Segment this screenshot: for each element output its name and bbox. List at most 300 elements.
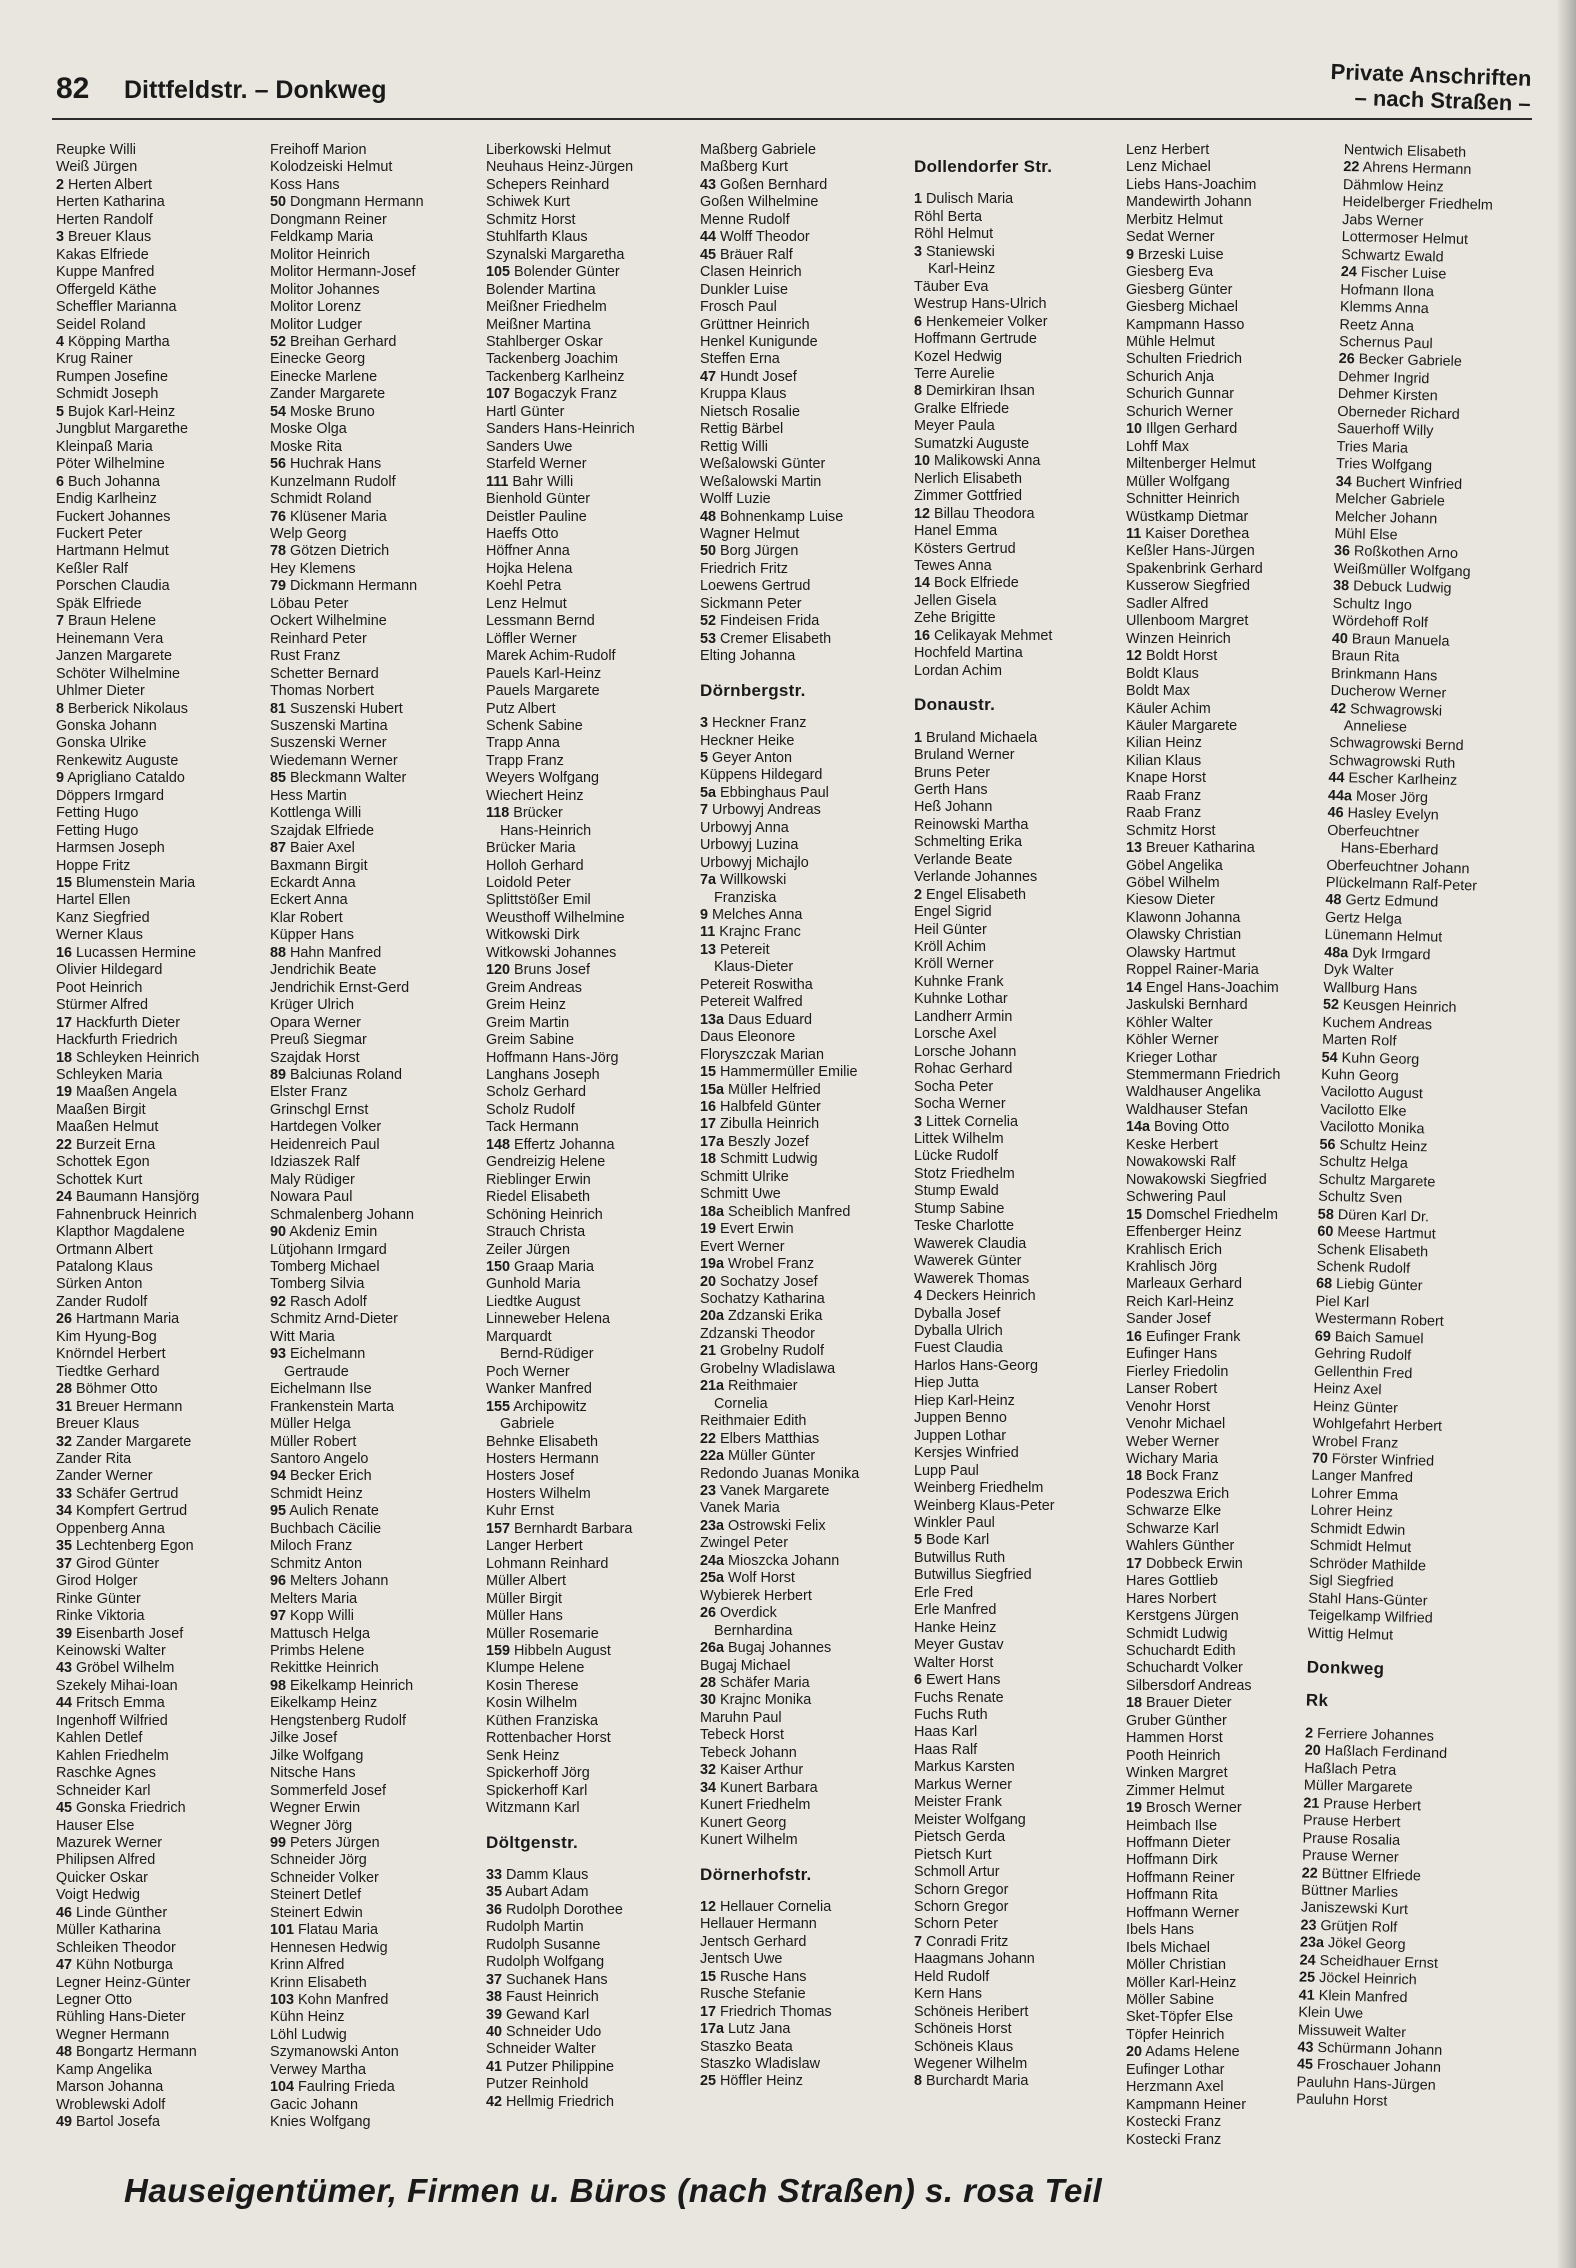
- resident-name: Linneweber Helena: [486, 1311, 611, 1328]
- directory-entry: [914, 1934, 1126, 1951]
- resident-name: Clasen Heinrich: [700, 264, 802, 281]
- resident-name: Hellmig Friedrich: [506, 2093, 614, 2110]
- resident-name: Baumann Hansjörg: [76, 1189, 200, 1206]
- resident-name: Buchert Winfried: [1355, 473, 1463, 493]
- resident-name: Schuchardt Volker: [1126, 1660, 1243, 1677]
- resident-name: Lohff Max: [1126, 438, 1189, 455]
- house-number: 37: [486, 1971, 503, 1988]
- directory-entry: [486, 282, 698, 299]
- directory-entry: [1126, 1434, 1338, 1451]
- resident-name: Westrup Hans-Ulrich: [914, 296, 1047, 313]
- resident-name: Faust Heinrich: [506, 1989, 599, 2006]
- resident-name: Demirkiran Ihsan: [926, 383, 1035, 400]
- directory-entry: [270, 474, 482, 491]
- section-title-line1: Private Anschriften: [1330, 58, 1532, 91]
- resident-name: Kampmann Heiner: [1126, 2096, 1246, 2113]
- directory-entry: [700, 1623, 912, 1640]
- directory-entry: [914, 1882, 1126, 1899]
- directory-entry: [1126, 439, 1338, 456]
- resident-name: Schmidt Heinz: [270, 1485, 363, 1502]
- directory-entry: [56, 1887, 268, 1904]
- directory-entry: [270, 2027, 482, 2044]
- resident-name: Maaßen Birgit: [56, 1101, 146, 1118]
- resident-name: Wegener Wilhelm: [914, 2056, 1028, 2073]
- directory-entry: [1126, 1311, 1338, 1328]
- house-number: 7: [56, 613, 65, 630]
- resident-name: Reinowski Martha: [914, 816, 1029, 833]
- directory-entry: [56, 1067, 268, 1084]
- directory-entry: [270, 2097, 482, 2114]
- directory-entry: [1126, 980, 1338, 997]
- house-number: 24a: [700, 1552, 725, 1569]
- directory-entry: [914, 401, 1126, 418]
- directory-entry: [270, 1922, 482, 1939]
- resident-name: Billau Theodora: [934, 505, 1035, 522]
- directory-entry: [270, 1294, 482, 1311]
- directory-entry: [700, 264, 912, 281]
- directory-entry: [270, 421, 482, 438]
- resident-name: Tebeck Johann: [700, 1744, 797, 1761]
- resident-name: Witkowski Dirk: [486, 927, 580, 944]
- resident-name: Melters Maria: [270, 1590, 358, 1607]
- directory-entry: [700, 1745, 912, 1762]
- directory-entry: [486, 1573, 698, 1590]
- directory-entry: [270, 1503, 482, 1520]
- house-number: 18: [56, 1049, 73, 1066]
- directory-entry: [700, 767, 912, 784]
- house-number: 7: [700, 802, 709, 819]
- directory-entry: [1126, 1626, 1338, 1643]
- directory-entry: [914, 730, 1126, 747]
- resident-name: Butwillus Ruth: [914, 1549, 1006, 1566]
- directory-entry: [700, 1986, 912, 2003]
- resident-name: Krieger Lothar: [1126, 1049, 1218, 1066]
- directory-entry: [56, 194, 268, 211]
- directory-entry: [914, 939, 1126, 956]
- resident-name: Werner Klaus: [56, 927, 143, 944]
- resident-name: Janzen Margarete: [56, 648, 172, 665]
- resident-name: Engel Hans-Joachim: [1146, 979, 1279, 996]
- directory-entry: [56, 1294, 268, 1311]
- resident-name: Schneider Karl: [56, 1782, 151, 1799]
- house-number: 47: [56, 1957, 73, 1974]
- resident-name: Bleckmann Walter: [290, 770, 407, 787]
- resident-name: Fetting Hugo: [56, 822, 139, 839]
- directory-entry: [700, 474, 912, 491]
- house-number: 23: [700, 1482, 717, 1499]
- resident-name: Kusserow Siegfried: [1126, 578, 1250, 595]
- resident-name: Dickmann Hermann: [290, 578, 418, 595]
- directory-entry: [486, 962, 698, 979]
- resident-name: Schenk Sabine: [486, 717, 583, 734]
- resident-name: Löhl Ludwig: [270, 2026, 347, 2043]
- street-heading: Dollendorfer Str.: [914, 157, 1053, 176]
- house-number: 37: [56, 1555, 73, 1572]
- resident-name: Wördehoff Rolf: [1332, 613, 1429, 632]
- resident-name: Kahlen Friedhelm: [56, 1747, 169, 1764]
- resident-name: Zander Rita: [56, 1450, 132, 1467]
- resident-name: Raab Franz: [1126, 805, 1202, 822]
- house-number: 15a: [700, 1081, 725, 1098]
- directory-entry: [700, 1291, 912, 1308]
- directory-entry: [914, 1916, 1126, 1933]
- resident-name: Hoffmann Werner: [1126, 1904, 1240, 1921]
- directory-entry: [486, 317, 698, 334]
- page-edge-shadow: [1556, 0, 1576, 2268]
- house-number: 15: [700, 1064, 717, 1081]
- directory-entry: [700, 247, 912, 264]
- directory-entry: [56, 247, 268, 264]
- resident-name: Schmidt Helmut: [1309, 1537, 1412, 1557]
- resident-name: Lütjohann Irmgard: [270, 1241, 387, 1258]
- resident-name: Quicker Oskar: [56, 1869, 148, 1886]
- resident-name: Kunzelmann Rudolf: [270, 473, 396, 490]
- directory-entry: [270, 1154, 482, 1171]
- resident-name: Zander Werner: [56, 1468, 153, 1485]
- resident-name: Jilke Josef: [270, 1730, 338, 1747]
- resident-name: Langer Manfred: [1311, 1468, 1414, 1487]
- directory-entry: [56, 875, 268, 892]
- resident-name: Döppers Irmgard: [56, 787, 164, 804]
- resident-name: Rumpen Josefine: [56, 368, 168, 385]
- directory-entry: [914, 1428, 1126, 1445]
- resident-name: Greim Heinz: [486, 997, 566, 1014]
- directory-entry: [270, 945, 482, 962]
- resident-name: Boldt Horst: [1146, 648, 1218, 665]
- directory-entry: [486, 892, 698, 909]
- house-number: 2: [914, 886, 923, 903]
- resident-name: Lorsche Axel: [914, 1026, 997, 1043]
- directory-entry: [270, 1591, 482, 1608]
- house-number: 111: [486, 473, 509, 490]
- house-number: 39: [56, 1625, 73, 1642]
- directory-entry: [486, 1730, 698, 1747]
- resident-name: Zander Margarete: [76, 1433, 192, 1450]
- directory-entry: [1126, 1399, 1338, 1416]
- resident-name: Schöneis Horst: [914, 2021, 1012, 2038]
- directory-entry: [270, 1538, 482, 1555]
- resident-name: Kopp Willi: [290, 1608, 354, 1625]
- resident-name: Reithmaier Edith: [700, 1413, 807, 1430]
- house-number: 43: [700, 176, 717, 193]
- resident-name: Ewert Hans: [926, 1672, 1001, 1689]
- directory-entry: [270, 1311, 482, 1328]
- house-number: 33: [486, 1866, 503, 1883]
- resident-name: Meister Frank: [914, 1794, 1002, 1811]
- directory-entry: [914, 314, 1126, 331]
- house-number: 81: [270, 700, 287, 717]
- directory-entry: [56, 159, 268, 176]
- resident-name: Domschel Friedhelm: [1146, 1206, 1278, 1223]
- resident-name: Petereit Walfred: [700, 994, 803, 1011]
- directory-entry: [700, 159, 912, 176]
- house-number: 8: [914, 2073, 923, 2090]
- resident-name: Molitor Heinrich: [270, 246, 370, 263]
- directory-entry: [1126, 2132, 1338, 2149]
- directory-entry: [486, 927, 698, 944]
- directory-entry: [270, 299, 482, 316]
- directory-entry: [56, 980, 268, 997]
- directory-entry: [700, 369, 912, 386]
- resident-name: Kottlenga Willi: [270, 805, 362, 822]
- directory-entry: [914, 1375, 1126, 1392]
- directory-entry: [486, 1591, 698, 1608]
- directory-entry: [486, 1294, 698, 1311]
- resident-name: Sander Josef: [1126, 1311, 1211, 1328]
- directory-entry: [700, 837, 912, 854]
- resident-name: Wawerek Günter: [914, 1253, 1022, 1270]
- directory-entry: [56, 1643, 268, 1660]
- directory-entry: [56, 1311, 268, 1328]
- directory-entry: [914, 1620, 1126, 1637]
- directory-entry: [700, 1431, 912, 1448]
- resident-name: Maaßen Helmut: [56, 1119, 159, 1136]
- resident-name: Poot Heinrich: [56, 979, 143, 996]
- directory-entry: [486, 770, 698, 787]
- directory-entry: [270, 1399, 482, 1416]
- resident-name: Friedrich Fritz: [700, 560, 788, 577]
- resident-name: Sadler Alfred: [1126, 595, 1209, 612]
- resident-name: Voigt Hedwig: [56, 1887, 140, 1904]
- directory-entry: [700, 386, 912, 403]
- directory-entry: [270, 753, 482, 770]
- resident-name: Santoro Angelo: [270, 1450, 369, 1467]
- resident-name: Meese Hartmut: [1337, 1224, 1436, 1243]
- directory-entry: [270, 1713, 482, 1730]
- directory-entry: [914, 331, 1126, 348]
- directory-entry: [56, 631, 268, 648]
- resident-name: Pietsch Gerda: [914, 1829, 1006, 1846]
- directory-entry: [270, 1521, 482, 1538]
- resident-name: Kaiser Arthur: [720, 1762, 804, 1779]
- directory-entry: [56, 2114, 268, 2131]
- resident-name: Müller Margarete: [1303, 1777, 1413, 1797]
- resident-name: Rusche Stefanie: [700, 1986, 806, 2003]
- directory-entry: [700, 1710, 912, 1727]
- resident-name: Renkewitz Auguste: [56, 752, 179, 769]
- resident-name: Krinn Elisabeth: [270, 1974, 367, 1991]
- directory-entry: [486, 666, 698, 683]
- directory-entry: [1126, 1259, 1338, 1276]
- resident-name: Juppen Lothar: [914, 1427, 1007, 1444]
- resident-name: Mattusch Helga: [270, 1625, 370, 1642]
- directory-entry: [270, 840, 482, 857]
- resident-name: Mühl Else: [1334, 525, 1398, 544]
- house-number: 54: [1321, 1049, 1338, 1066]
- directory-entry: [1126, 1067, 1338, 1084]
- directory-entry: [270, 1573, 482, 1590]
- resident-name: Gendreizig Helene: [486, 1154, 606, 1171]
- resident-name: Oppenberg Anna: [56, 1520, 165, 1537]
- directory-entry: [56, 2009, 268, 2026]
- resident-name: Nowakowski Ralf: [1126, 1154, 1236, 1171]
- resident-name: Bräuer Ralf: [720, 246, 793, 263]
- resident-name: Stump Sabine: [914, 1200, 1005, 1217]
- house-number: 11: [1126, 525, 1142, 542]
- house-number: 6: [914, 1672, 923, 1689]
- house-number: 12: [914, 505, 931, 522]
- resident-name: Putzer Philippine: [506, 2058, 615, 2075]
- resident-name: Seidel Roland: [56, 316, 146, 333]
- directory-entry: [486, 404, 698, 421]
- directory-entry: [270, 1852, 482, 1869]
- resident-name: Braun Rita: [1331, 647, 1400, 666]
- directory-entry: [56, 1172, 268, 1189]
- directory-entry: [1126, 1224, 1338, 1241]
- directory-entry: [56, 2079, 268, 2096]
- resident-name: Schetter Bernard: [270, 665, 379, 682]
- resident-name: Gertz Helga: [1324, 909, 1402, 928]
- house-number: 25a: [700, 1570, 725, 1587]
- resident-name: Schmitt Ulrike: [700, 1168, 789, 1185]
- resident-name: Juppen Benno: [914, 1410, 1007, 1427]
- directory-entry: [270, 613, 482, 630]
- resident-name: Hoffmann Hans-Jörg: [486, 1049, 619, 1066]
- resident-name: Froschauer Johann: [1316, 2057, 1442, 2077]
- house-number: 16: [914, 627, 931, 644]
- resident-name: Bohnenkamp Luise: [720, 508, 844, 525]
- directory-entry: [700, 2039, 912, 2056]
- house-number: 38: [486, 1989, 503, 2006]
- directory-entry: [270, 351, 482, 368]
- resident-name: Koehl Petra: [486, 578, 562, 595]
- house-number: 3: [914, 1113, 923, 1130]
- directory-entry: [700, 1466, 912, 1483]
- street-heading: Donaustr.: [914, 695, 996, 715]
- directory-entry: [914, 1690, 1126, 1707]
- directory-entry: [700, 212, 912, 229]
- resident-name: Peters Jürgen: [290, 1834, 380, 1851]
- house-number: 22: [700, 1430, 717, 1447]
- directory-entry: [486, 1434, 698, 1451]
- directory-entry: [914, 366, 1126, 383]
- directory-entry: [700, 890, 912, 907]
- resident-name: Szekely Mihai-Ioan: [56, 1677, 178, 1694]
- resident-name: Hartel Ellen: [56, 892, 131, 909]
- house-number: 26a: [700, 1640, 725, 1657]
- directory-entry: [56, 1852, 268, 1869]
- resident-name: Hartl Günter: [486, 403, 565, 420]
- resident-name: Liedtke August: [486, 1293, 581, 1310]
- directory-entry: [270, 1818, 482, 1835]
- directory-entry: [270, 159, 482, 176]
- directory-entry: [914, 349, 1126, 366]
- directory-entry: [56, 1276, 268, 1293]
- directory-entry: [270, 509, 482, 526]
- directory-entry: [1126, 578, 1338, 595]
- resident-name: Heinz Günter: [1312, 1398, 1399, 1417]
- resident-name: Dähmlow Heinz: [1342, 176, 1444, 196]
- directory-entry: [486, 578, 698, 595]
- directory-entry: [270, 229, 482, 246]
- directory-entry: [700, 543, 912, 560]
- house-number: 79: [270, 578, 287, 595]
- resident-name: Starfeld Werner: [486, 456, 587, 473]
- resident-name: Schwarze Karl: [1126, 1520, 1219, 1537]
- resident-name: Schmitz Horst: [486, 211, 576, 228]
- directory-entry: [270, 1032, 482, 1049]
- resident-name: Franziska: [714, 889, 777, 906]
- resident-name: Kuchem Andreas: [1322, 1014, 1433, 1034]
- resident-name: Köpping Martha: [68, 333, 170, 350]
- resident-name: Molitor Hermann-Josef: [270, 264, 416, 281]
- directory-entry: [270, 701, 482, 718]
- resident-name: Hennesen Hedwig: [270, 1939, 388, 1956]
- directory-entry: [270, 1451, 482, 1468]
- resident-name: Elster Franz: [270, 1084, 348, 1101]
- directory-entry: [270, 1242, 482, 1259]
- resident-name: Breuer Katharina: [1146, 840, 1255, 857]
- directory-entry: [486, 997, 698, 1014]
- resident-name: Jaskulski Bernhard: [1126, 997, 1248, 1014]
- resident-name: Maßberg Kurt: [700, 159, 788, 176]
- directory-entry: [914, 2073, 1126, 2090]
- resident-name: Mioszcka Johann: [728, 1552, 840, 1569]
- resident-name: Haßlach Ferdinand: [1324, 1743, 1448, 1763]
- directory-entry: [1126, 2114, 1338, 2131]
- resident-name: Gunhold Maria: [486, 1276, 581, 1293]
- house-number: 20: [1304, 1742, 1321, 1760]
- resident-name: Rühling Hans-Dieter: [56, 2009, 186, 2026]
- directory-entry: [56, 945, 268, 962]
- resident-name: Sumatzki Auguste: [914, 435, 1030, 452]
- resident-name: Spakenbrink Gerhard: [1126, 560, 1263, 577]
- directory-entry: [486, 1713, 698, 1730]
- directory-entry: [56, 561, 268, 578]
- house-number: 90: [270, 1224, 287, 1241]
- resident-name: Steinert Edwin: [270, 1904, 363, 1921]
- resident-name: Gellenthin Fred: [1313, 1363, 1413, 1382]
- house-number: 69: [1314, 1328, 1332, 1345]
- resident-name: Hiep Karl-Heinz: [914, 1392, 1015, 1409]
- directory-entry: [56, 1626, 268, 1643]
- resident-name: Behnke Elisabeth: [486, 1433, 599, 1450]
- resident-name: Ebbinghaus Paul: [720, 784, 829, 801]
- resident-name: Idziaszek Ralf: [270, 1154, 360, 1171]
- resident-name: Kern Hans: [914, 1986, 982, 2003]
- resident-name: Rudolph Susanne: [486, 1936, 601, 1953]
- resident-name: Reupke Willi: [56, 142, 136, 158]
- directory-entry: [270, 386, 482, 403]
- street-heading: Donkweg: [1306, 1657, 1385, 1679]
- directory-entry: [56, 351, 268, 368]
- resident-name: Kuhnke Frank: [914, 973, 1004, 990]
- resident-name: Stotz Friedhelm: [914, 1165, 1015, 1182]
- directory-entry: [700, 715, 912, 732]
- directory-entry: [914, 1567, 1126, 1584]
- resident-name: Keske Herbert: [1126, 1136, 1218, 1153]
- directory-entry: [1126, 212, 1338, 229]
- resident-name: Conradi Fritz: [926, 1933, 1009, 1950]
- directory-entry: [486, 910, 698, 927]
- directory-entry: [56, 997, 268, 1014]
- directory-entry: [486, 613, 698, 630]
- resident-name: Melches Anna: [712, 907, 803, 924]
- resident-name: Keinowski Walter: [56, 1642, 166, 1659]
- resident-name: Pauels Karl-Heinz: [486, 665, 602, 682]
- resident-name: Lordan Achim: [914, 662, 1002, 679]
- resident-name: Mandewirth Johann: [1126, 194, 1252, 211]
- directory-entry: [486, 1189, 698, 1206]
- directory-entry: [270, 596, 482, 613]
- resident-name: Miloch Franz: [270, 1538, 353, 1555]
- resident-name: Overdick: [720, 1605, 777, 1622]
- resident-name: Neuhaus Heinz-Jürgen: [486, 159, 634, 176]
- directory-entry: [56, 1538, 268, 1555]
- directory-entry: [1126, 753, 1338, 770]
- resident-name: Sanders Uwe: [486, 438, 573, 455]
- house-number: 18a: [700, 1203, 725, 1220]
